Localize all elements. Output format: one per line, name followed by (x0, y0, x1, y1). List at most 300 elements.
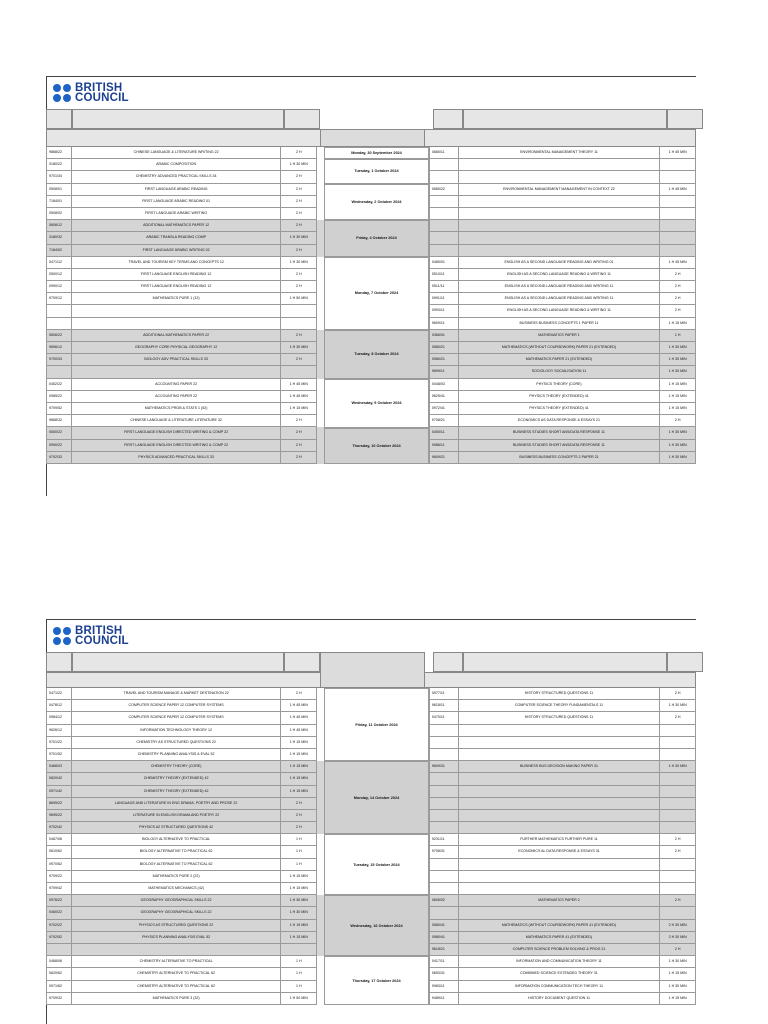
right-code-cell: 0983/11 (429, 981, 459, 993)
right-subject-cell (459, 159, 661, 171)
right-duration-cell: 1 H 30 MIN (660, 342, 696, 354)
left-duration-cell: 2 H (281, 220, 317, 232)
left-duration-cell: 2 H (281, 330, 317, 342)
right-duration-cell (660, 171, 696, 183)
left-code-cell: 0985/22 (46, 391, 72, 403)
right-subject-cell (459, 245, 661, 257)
left-subject-cell: GEOGRAPHY GEOGRAPHICAL SKILLS 22 (72, 895, 282, 907)
left-subject-cell: CHINESE LANGUAGE & LITERATURE WRITING 22 (72, 147, 282, 159)
left-subject-cell: FIRST LANGUAGE ENGLISH READING 12 (72, 269, 282, 281)
left-code-cell: 9701/22 (46, 737, 72, 749)
left-subject-cell: ACCOUNTING PAPER 22 (72, 379, 282, 391)
right-subject-cell: ENVIRONMENTAL MANAGEMENT MANAGEMENT IN CONTEXT 22 (459, 184, 661, 196)
left-duration-cell: 2 H (281, 415, 317, 427)
left-subject-cell: CHEMISTRY THEORY (EXTENDED) 42 (72, 786, 282, 798)
right-duration-cell (660, 822, 696, 834)
left-code-cell: 9702/33 (46, 452, 72, 464)
left-code-cell: 0468/03 (46, 761, 72, 773)
right-duration-cell: 1 H 15 MIN (660, 993, 696, 1005)
left-code-cell: 0606/12 (46, 220, 72, 232)
left-duration-cell: 2 H (281, 810, 317, 822)
right-subject-cell (459, 773, 661, 785)
left-subject-cell: CHEMISTRY ALTERNATIVE TO PRACTICAL 62 (72, 968, 282, 980)
left-duration-cell: 2 H (281, 196, 317, 208)
right-duration-cell (660, 159, 696, 171)
right-code-cell: 0580/21 (429, 342, 459, 354)
left-duration-cell: 2 H (281, 688, 317, 700)
left-subject-cell: FIRST LANGUAGE ARABIC READING 01 (72, 196, 282, 208)
right-code-cell: 0448/03 (429, 379, 459, 391)
right-duration-cell: 1 H 30 MIN (660, 440, 696, 452)
right-duration-cell (660, 749, 696, 761)
left-code-cell: 0620/62 (46, 968, 72, 980)
right-subject-cell: BUSINESS BUS DECISION MAKING PAPER 31 (459, 761, 661, 773)
right-subject-cell: HISTORY DOCUMENT QUESTION 11 (459, 993, 661, 1005)
right-subject-cell: INFORMATION AND COMMUNICATION THEORY 11 (459, 956, 661, 968)
left-code-cell: 0471/22 (46, 688, 72, 700)
left-code-cell: 3180/32 (46, 232, 72, 244)
exam-date: Tuesday, 8 October 2024 (324, 330, 429, 379)
right-duration-cell: 2 H (660, 846, 696, 858)
right-duration-cell (660, 871, 696, 883)
right-code-cell: 9699/11 (429, 366, 459, 378)
right-subject-cell (459, 749, 661, 761)
right-code-cell (429, 725, 459, 737)
right-subject-cell: SOCIOLOGY SOCIALISATION 11 (459, 366, 661, 378)
right-duration-cell: 1 H 15 MIN (660, 403, 696, 415)
left-code-cell: 9701/34 (46, 171, 72, 183)
right-code-cell: 9708/31 (429, 846, 459, 858)
left-code-cell: 9701/52 (46, 749, 72, 761)
left-duration-cell: 1 H 30 MIN (281, 907, 317, 919)
right-code-cell: 0465/01 (429, 257, 459, 269)
right-subject-cell: COMBINED SCIENCE EXTENDED THEORY 31 (459, 968, 661, 980)
right-duration-cell: 2 H 30 MIN (660, 920, 696, 932)
right-duration-cell: 2 H 30 MIN (660, 932, 696, 944)
right-code-cell: 0450/11 (429, 427, 459, 439)
right-code-cell: 9618/21 (429, 944, 459, 956)
right-subject-cell (459, 171, 661, 183)
left-duration-cell: 1 H 30 MIN (281, 342, 317, 354)
left-duration-cell (281, 305, 317, 317)
right-duration-cell: 2 H (660, 712, 696, 724)
timetable-page-1 (46, 76, 696, 496)
right-code-cell: 0980/41 (429, 932, 459, 944)
exam-date: Wednesday, 16 October 2024 (324, 895, 429, 956)
left-duration-cell: 1 H 15 MIN (281, 749, 317, 761)
right-code-cell: 0510/11 (429, 269, 459, 281)
right-code-cell: 0972/41 (429, 403, 459, 415)
left-subject-cell: MATHEMATICS PURE 3 (32) (72, 993, 282, 1005)
left-subject-cell: PHYSICS A2 STRUCTURED QUESTIONS 42 (72, 822, 282, 834)
right-code-cell (429, 245, 459, 257)
left-duration-cell (281, 318, 317, 330)
left-duration-cell (281, 944, 317, 956)
right-code-cell: 9609/11 (429, 318, 459, 330)
right-code-cell (429, 171, 459, 183)
right-duration-cell (660, 859, 696, 871)
left-subject-cell: TRAVEL AND TOURISM MANAGE & MARKET DESTINATION 22 (72, 688, 282, 700)
left-code-cell: 9626/12 (46, 725, 72, 737)
right-subject-cell: PHYSICS THEORY (EXTENDED) 41 (459, 403, 661, 415)
right-duration-cell (660, 232, 696, 244)
left-duration-cell: 1 H (281, 834, 317, 846)
left-subject-cell (72, 944, 282, 956)
left-subject-cell: ADDITIONAL MATHEMATICS PAPER 22 (72, 330, 282, 342)
right-code-cell (429, 798, 459, 810)
left-code-cell: 0970/62 (46, 859, 72, 871)
timetable-page-2 (46, 619, 696, 1024)
left-code-cell: 0478/12 (46, 700, 72, 712)
left-duration-cell: 2 H (281, 822, 317, 834)
right-subject-cell: MATHEMATICS PAPER 1 (459, 330, 661, 342)
left-code-cell: 9702/42 (46, 822, 72, 834)
right-subject-cell: INFORMATION COMMUNICATION TECH THEORY 11 (459, 981, 661, 993)
left-duration-cell: 1 H 15 MIN (281, 786, 317, 798)
right-subject-cell: HISTORY STRUCTURED QUESTIONS 11 (459, 688, 661, 700)
right-code-cell: 0417/11 (429, 956, 459, 968)
right-duration-cell: 2 H (660, 305, 696, 317)
right-subject-cell: MATHEMATICS (WITHOUT COURSEWORK) PAPER 21 (EXTENDED) (459, 342, 661, 354)
left-code-cell: 9868/22 (46, 147, 72, 159)
left-duration-cell: 1 H 30 MIN (281, 232, 317, 244)
right-code-cell: 9609/21 (429, 452, 459, 464)
right-code-cell (429, 196, 459, 208)
left-subject-cell: COMPUTER SCIENCE PAPER 12 COMPUTER SYSTEMS (72, 700, 282, 712)
left-code-cell: 7184/02 (46, 245, 72, 257)
right-code-cell (429, 232, 459, 244)
left-code-cell: 9695/22 (46, 810, 72, 822)
right-subject-cell (459, 232, 661, 244)
right-code-cell (429, 208, 459, 220)
exam-date: Thursday, 10 October 2024 (324, 428, 429, 465)
left-code-cell: 9868/32 (46, 415, 72, 427)
british-council-logo (53, 626, 129, 646)
right-duration-cell: 1 H 15 MIN (660, 968, 696, 980)
left-code-cell: 0976/22 (46, 895, 72, 907)
left-duration-cell: 1 H 30 MIN (281, 895, 317, 907)
left-subject-cell: FIRST LANGUAGE ENGLISH DIRECTED WRITING & COMP 22 (72, 427, 282, 439)
left-subject-cell: ARABIC COMPOSITION (72, 159, 282, 171)
right-subject-cell: ENGLISH AS A SECOND LANGUAGE READING AND WRITING 11 (459, 281, 661, 293)
right-code-cell (429, 822, 459, 834)
left-code-cell: 9709/22 (46, 871, 72, 883)
right-subject-cell: ENVIRONMENTAL MANAGEMENT THEORY 11 (459, 147, 661, 159)
right-subject-cell (459, 883, 661, 895)
left-code-cell: 9709/52 (46, 403, 72, 415)
left-duration-cell: 1 H 15 MIN (281, 871, 317, 883)
right-duration-cell: 1 H 15 MIN (660, 391, 696, 403)
left-duration-cell: 2 H (281, 147, 317, 159)
left-subject-cell: CHEMISTRY ALTERNATIVE TO PRACTICAL 62 (72, 981, 282, 993)
right-code-cell: 9708/21 (429, 415, 459, 427)
left-code-cell: 9700/33 (46, 354, 72, 366)
left-subject-cell (72, 318, 282, 330)
right-code-cell: 0470/11 (429, 712, 459, 724)
left-duration-cell: 1 H 15 MIN (281, 773, 317, 785)
left-subject-cell: PHYSICS PLANNING ANALYSIS EVAL 52 (72, 932, 282, 944)
left-duration-cell: 2 H (281, 208, 317, 220)
left-code-cell: 9709/12 (46, 293, 72, 305)
left-subject-cell: PHYSICS AS STRUCTURED QUESTIONS 22 (72, 920, 282, 932)
logo-dots-icon (53, 84, 71, 102)
right-code-cell: 0366/01 (429, 330, 459, 342)
right-duration-cell: 1 H 15 MIN (660, 379, 696, 391)
left-subject-cell: FIRST LANGUAGE ARABIC READING (72, 184, 282, 196)
left-duration-cell: 2 H (281, 452, 317, 464)
left-subject-cell: BIOLOGY ALTERNATIVE TO PRACTICAL 62 (72, 859, 282, 871)
logo-line2: COUNCIL (75, 635, 129, 647)
right-code-cell (429, 749, 459, 761)
right-code-cell: 0993/11 (429, 305, 459, 317)
left-duration-cell: 1 H 15 MIN (281, 932, 317, 944)
left-duration-cell: 1 H 45 MIN (281, 712, 317, 724)
left-code-cell: 0620/42 (46, 773, 72, 785)
left-duration-cell: 1 H 45 MIN (281, 379, 317, 391)
left-subject-cell: FIRST LANGUAGE ENGLISH READING 12 (72, 281, 282, 293)
left-duration-cell: 1 H (281, 981, 317, 993)
exam-date: Tuesday, 1 October 2024 (324, 159, 429, 183)
left-code-cell: 9696/12 (46, 342, 72, 354)
right-duration-cell: 2 H (660, 293, 696, 305)
left-code-cell: 0610/62 (46, 846, 72, 858)
right-duration-cell (660, 786, 696, 798)
left-code-cell: 9709/42 (46, 883, 72, 895)
left-code-cell: 0471/12 (46, 257, 72, 269)
right-subject-cell: MATHEMATICS PAPER 2 (459, 895, 661, 907)
right-subject-cell: ENGLISH AS A SECOND LANGUAGE READING AND WRITING 11 (459, 293, 661, 305)
right-subject-cell: ECONOMICS AS DATA RESPONSE & ESSAYS 21 (459, 415, 661, 427)
left-code-cell: 7184/01 (46, 196, 72, 208)
right-code-cell: 9618/11 (429, 700, 459, 712)
right-subject-cell: ECONOMICS AL DATA RESPONSE & ESSAYS 31 (459, 846, 661, 858)
left-duration-cell: 1 H 15 MIN (281, 737, 317, 749)
right-subject-cell: BUSINESS BUSINESS CONCEPTS 1 PAPER 11 (459, 318, 661, 330)
left-duration-cell: 1 H 15 MIN (281, 403, 317, 415)
right-subject-cell: COMPUTER SCIENCE PROBLEM SOLVING & PROG 21 (459, 944, 661, 956)
right-code-cell: 0986/11 (429, 440, 459, 452)
left-subject-cell: LANGUAGE AND LITERATURE IN ENG DRAMA, POETRY AND PROSE 22 (72, 798, 282, 810)
right-code-cell (429, 773, 459, 785)
right-code-cell: 0680/22 (429, 184, 459, 196)
right-subject-cell (459, 871, 661, 883)
right-subject-cell (459, 798, 661, 810)
exam-date: Friday, 11 October 2024 (324, 688, 429, 761)
left-subject-cell: CHEMISTRY THEORY (CORE) (72, 761, 282, 773)
left-subject-cell: MATHEMATICS PROB & STATS 1 (52) (72, 403, 282, 415)
left-subject-cell: BIOLOGY ALTERNATIVE TO PRACTICAL (72, 834, 282, 846)
left-subject-cell: INFORMATION TECHNOLOGY THEORY 12 (72, 725, 282, 737)
left-code-cell: 9709/32 (46, 993, 72, 1005)
divider (46, 76, 696, 77)
logo-line2: COUNCIL (75, 92, 129, 104)
left-code-cell (46, 366, 72, 378)
right-code-cell: 0680/11 (429, 147, 459, 159)
right-duration-cell (660, 883, 696, 895)
left-duration-cell: 1 H (281, 859, 317, 871)
right-duration-cell: 1 H 45 MIN (660, 257, 696, 269)
exam-date: Friday, 4 October 2024 (324, 220, 429, 257)
right-code-cell (429, 871, 459, 883)
left-subject-cell: GEOGRAPHY GEOGRAPHICAL SKILLS 22 (72, 907, 282, 919)
right-duration-cell: 1 H 30 MIN (660, 452, 696, 464)
left-code-cell: 0508/01 (46, 184, 72, 196)
left-duration-cell: 1 H 45 MIN (281, 391, 317, 403)
left-code-cell: 0971/62 (46, 981, 72, 993)
left-code-cell (46, 944, 72, 956)
right-duration-cell (660, 907, 696, 919)
right-duration-cell (660, 773, 696, 785)
left-subject-cell: LITERATURE IN ENGLISH DRAMA AND POETRY 22 (72, 810, 282, 822)
right-subject-cell (459, 725, 661, 737)
right-duration-cell: 2 H (660, 895, 696, 907)
right-duration-cell: 2 H (660, 269, 696, 281)
right-duration-cell (660, 737, 696, 749)
left-duration-cell: 2 H (281, 440, 317, 452)
right-code-cell (429, 737, 459, 749)
left-subject-cell: CHEMISTRY AS STRUCTURED QUESTIONS 22 (72, 737, 282, 749)
table-header (46, 109, 703, 129)
right-subject-cell: HISTORY STRUCTURED QUESTIONS 11 (459, 712, 661, 724)
left-subject-cell: FIRST LANGUAGE ENGLISH DIRECTED WRITING & COMP 22 (72, 440, 282, 452)
right-code-cell: 9609/31 (429, 761, 459, 773)
left-code-cell: 0508/02 (46, 208, 72, 220)
left-subject-cell: GEOGRAPHY CORE PHYSICAL GEOGRAPHY 12 (72, 342, 282, 354)
right-duration-cell (660, 208, 696, 220)
right-code-cell: 0991/11 (429, 293, 459, 305)
right-duration-cell: 1 H 30 MIN (660, 761, 696, 773)
left-subject-cell: MATHEMATICS PURE 1 (12) (72, 293, 282, 305)
right-duration-cell (660, 810, 696, 822)
right-code-cell: 0511/11 (429, 281, 459, 293)
right-subject-cell: PHYSICS THEORY (EXTENDED) 41 (459, 391, 661, 403)
right-subject-cell (459, 220, 661, 232)
right-duration-cell: 1 H (660, 330, 696, 342)
page2-rows (46, 688, 696, 1005)
left-code-cell: 0990/22 (46, 440, 72, 452)
left-duration-cell: 1 H 45 MIN (281, 700, 317, 712)
left-subject-cell (72, 305, 282, 317)
right-duration-cell: 2 H (660, 944, 696, 956)
exam-date: Monday, 14 October 2024 (324, 761, 429, 834)
right-subject-cell: PHYSICS THEORY (CORE) (459, 379, 661, 391)
right-code-cell: 9231/11 (429, 834, 459, 846)
right-duration-cell: 1 H 30 MIN (660, 981, 696, 993)
left-subject-cell: BIOLOGY ADV PRACTICAL SKILLS 33 (72, 354, 282, 366)
right-duration-cell: 2 H (660, 415, 696, 427)
left-code-cell: 3180/22 (46, 159, 72, 171)
left-subject-cell (72, 366, 282, 378)
right-subject-cell: ENGLISH AS A SECOND LANGUAGE READING AND WRITING 01 (459, 257, 661, 269)
left-code-cell: 0984/12 (46, 712, 72, 724)
left-duration-cell: 1 H 30 MIN (281, 159, 317, 171)
right-duration-cell: 1 H 30 MIN (660, 354, 696, 366)
right-subject-cell (459, 907, 661, 919)
left-subject-cell: CHEMISTRY THEORY (EXTENDED) 42 (72, 773, 282, 785)
left-duration-cell: 2 H (281, 184, 317, 196)
left-subject-cell: MATHEMATICS MECHANICS (42) (72, 883, 282, 895)
left-duration-cell: 2 H (281, 354, 317, 366)
right-subject-cell: FURTHER MATHEMATICS FURTHER PURE 11 (459, 834, 661, 846)
right-duration-cell (660, 220, 696, 232)
left-subject-cell: ADDITIONAL MATHEMATICS PAPER 12 (72, 220, 282, 232)
left-duration-cell: 1 H (281, 956, 317, 968)
exam-date: Thursday, 17 October 2024 (324, 956, 429, 1005)
right-subject-cell: BUSINESS BUSINESS CONCEPTS 2 PAPER 21 (459, 452, 661, 464)
exam-date: Wednesday, 9 October 2024 (324, 379, 429, 428)
right-subject-cell (459, 786, 661, 798)
right-duration-cell (660, 196, 696, 208)
right-subject-cell: MATHEMATICS (WITHOUT COURSEWORK) PAPER 41 (EXTENDED) (459, 920, 661, 932)
right-subject-cell: BUSINESS STUDIES SHORT ANS/DATA RESPONSE 11 (459, 440, 661, 452)
right-duration-cell: 1 H 30 MIN (660, 427, 696, 439)
right-duration-cell: 2 H (660, 834, 696, 846)
right-duration-cell: 2 H (660, 281, 696, 293)
right-code-cell: 0606/02 (429, 895, 459, 907)
left-subject-cell: ARABIC TRANSLA READING COMP (72, 232, 282, 244)
right-duration-cell: 2 H (660, 688, 696, 700)
right-code-cell (429, 159, 459, 171)
left-duration-cell: 2 H (281, 281, 317, 293)
left-subject-cell: FIRST LANGUAGE ARABIC WRITING 02 (72, 245, 282, 257)
left-subject-cell: MATHEMATICS PURE 2 (22) (72, 871, 282, 883)
left-code-cell: 0468/06 (46, 956, 72, 968)
right-duration-cell: 1 H 30 MIN (660, 956, 696, 968)
right-duration-cell: 1 H 30 MIN (660, 366, 696, 378)
left-code-cell: 0990/12 (46, 281, 72, 293)
right-code-cell (429, 786, 459, 798)
right-code-cell (429, 859, 459, 871)
left-duration-cell: 1 H 15 MIN (281, 883, 317, 895)
right-subject-cell (459, 196, 661, 208)
right-code-cell (429, 883, 459, 895)
left-subject-cell: PHYSICS ADVANCED PRACTICAL SKILLS 33 (72, 452, 282, 464)
left-code-cell (46, 318, 72, 330)
left-subject-cell: FIRST LANGUAGE ARABIC WRITING (72, 208, 282, 220)
right-subject-cell: ENGLISH AS A SECOND LANGUAGE READING & WRITING 11 (459, 305, 661, 317)
right-code-cell: 0625/41 (429, 391, 459, 403)
left-code-cell: 0606/22 (46, 330, 72, 342)
left-duration-cell: 2 H (281, 245, 317, 257)
left-duration-cell: 2 H (281, 269, 317, 281)
right-subject-cell (459, 859, 661, 871)
left-subject-cell: TRAVEL AND TOURISM KEY TERMS AND CONCEPTS 12 (72, 257, 282, 269)
right-duration-cell (660, 245, 696, 257)
right-subject-cell: ENGLISH AS A SECOND LANGUAGE READING & WRITING 11 (459, 269, 661, 281)
right-duration-cell (660, 798, 696, 810)
logo-dots-icon (53, 627, 71, 645)
left-code-cell: 9702/22 (46, 920, 72, 932)
left-duration-cell: 1 H 45 MIN (281, 725, 317, 737)
logo-line1: BRITISH (75, 625, 123, 637)
exam-date: Wednesday, 2 October 2024 (324, 184, 429, 221)
left-code-cell: 0452/22 (46, 379, 72, 391)
right-code-cell: 0653/31 (429, 968, 459, 980)
right-duration-cell: 1 H 15 MIN (660, 318, 696, 330)
left-duration-cell: 2 H (281, 427, 317, 439)
logo-line1: BRITISH (75, 82, 123, 94)
left-duration-cell: 2 H (281, 171, 317, 183)
right-code-cell: 0980/21 (429, 354, 459, 366)
left-duration-cell: 1 H (281, 846, 317, 858)
left-code-cell: 0467/06 (46, 834, 72, 846)
left-duration-cell: 1 H 15 MIN (281, 761, 317, 773)
left-code-cell: 8695/22 (46, 798, 72, 810)
right-duration-cell: 1 H 45 MIN (660, 147, 696, 159)
left-code-cell: 0500/22 (46, 427, 72, 439)
left-code-cell (46, 305, 72, 317)
left-duration-cell: 1 H 30 MIN (281, 257, 317, 269)
